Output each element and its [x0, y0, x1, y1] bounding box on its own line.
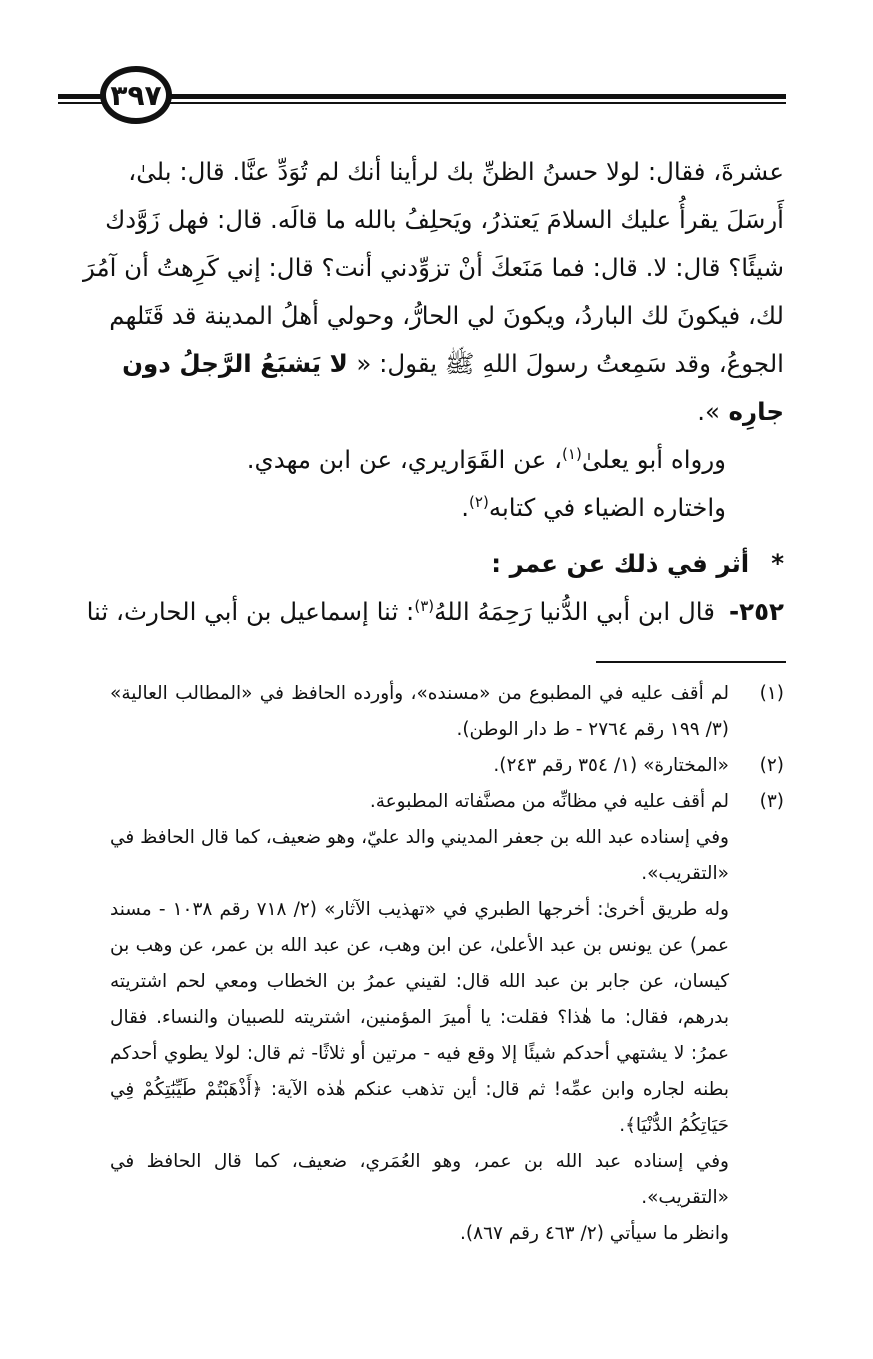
abu-yala-line [62, 436, 784, 484]
footnote-ref-3[interactable]: (٣) [414, 596, 435, 615]
narration-number: ٢٥٢- [728, 597, 784, 626]
abu-yala-text-end: ، عن القَوَاريري، عن ابن مهدي. [246, 445, 563, 474]
page-header [58, 66, 786, 128]
last-line-start: الجوعُ، وقد سَمِعتُ رسولَ اللهِ ﷺ يقول: « [356, 349, 784, 378]
footnote-text: «المختارة» (١/ ٣٥٤ رقم ٢٤٣). [493, 755, 729, 776]
footnote-ref-2[interactable]: (٢) [469, 492, 489, 511]
footnotes [110, 676, 784, 1252]
footnote-ref-1[interactable]: (١) [562, 444, 582, 463]
last-line-end: ». [697, 397, 721, 426]
footnote-mark: (٣) [759, 791, 784, 812]
footnote-2 [110, 748, 784, 784]
footnote-text: لم أقف عليه في مظانِّه من مصنَّفاته المطبوعة. [369, 791, 729, 812]
footnote-continuation: وانظر ما سيأتي (٢/ ٤٦٣ رقم ٨٦٧). [460, 1223, 729, 1244]
narration-text: قال ابن أبي الدُّنيا رَحِمَهُ اللهُ [434, 597, 715, 626]
paragraph-line: لك، فيكونَ لك الباردُ، ويكونَ لي الحارُّ، وحولي أهلُ المدينة قد قَتَلهم [109, 301, 784, 330]
footnote-continuation: وله طريق أخرىٰ: أخرجها الطبري في «تهذيب الآثار» (٢/ ٧١٨ رقم ١٠٣٨ - مسند عمر) عن يونس بن عبد الأعلىٰ، عن ابن وهب، عن عبد الله بن عمر، عن وهب بن كيسان، عن جابر بن عبد الله قال: لقيني عمرُ بن الخطاب ومعي لحم اشتريته بدرهم، فقال: ما هٰذا؟ فقلت: يا أميرَ المؤمنين، اشتريته للصبيان والنساء. فقال عمرُ: لا يشتهي أحدكم شيئًا إلا وقع فيه - مرتين أو ثلاثًا- ثم قال: لولا يطوي أحدكم بطنه لجاره وابن عمِّه! ثم قال: أين تذهب عنكم هٰذه الآية: ﴿أَذْهَبْتُمْ طَيِّبَٰتِكُمْ فِي حَيَاتِكُمُ الدُّنْيَا﴾. [110, 899, 729, 1136]
footnote-mark: (٢) [759, 755, 784, 776]
paragraph-line: عشرةَ، فقال: لولا حسنُ الظنِّ بك لرأينا أنك لم تُوَدِّ عنَّا. قال: بلىٰ، [128, 157, 784, 186]
paragraph-line: أَرسَلَ يقرأُ عليك السلامَ يَعتذرُ، ويَحلِفُ بالله ما قالَه. قال: فهل زَوَّدك [105, 205, 784, 234]
star-icon: * [771, 549, 784, 578]
footnote-3 [110, 784, 784, 820]
diya-line [62, 484, 784, 532]
abu-yala-text: ورواه أبو يعلىٰ [581, 445, 726, 474]
diya-text-end: . [461, 493, 470, 522]
narration-line [62, 588, 784, 636]
footnote-continuation: وفي إسناده عبد الله بن جعفر المديني والد عليّ، وهو ضعيف، كما قال الحافظ في «التقريب». [110, 827, 729, 884]
diya-text: واختاره الضياء في كتابه [488, 493, 726, 522]
main-text [62, 148, 784, 636]
section-heading [62, 540, 784, 588]
footnote-mark: (١) [759, 683, 784, 704]
section-heading-text: أثر في ذلك عن عمر : [491, 549, 750, 578]
footnote-divider [596, 661, 786, 663]
narration-text-end: : ثنا إسماعيل بن أبي الحارث، ثنا [86, 597, 415, 626]
paragraph-last-line [62, 340, 784, 436]
footnote-1 [110, 676, 784, 748]
footnote-continuation: وفي إسناده عبد الله بن عمر، وهو العُمَري، ضعيف، كما قال الحافظ في «التقريب». [110, 1151, 729, 1208]
page-number: ٣٩٧ [110, 78, 162, 112]
paragraph-line: شيئًا؟ قال: لا. قال: فما مَنَعكَ أنْ تزوِّدني أنت؟ قال: إني كَرِهتُ أن آمُرَ [82, 253, 784, 282]
page-number-badge [100, 66, 172, 124]
hadith-quote: لا يَشبَعُ الرَّجلُ دون جارِه [122, 349, 784, 426]
footnote-text: لم أقف عليه في المطبوع من «مسنده»، وأورده الحافظ في «المطالب العالية» (٣/ ١٩٩ رقم ٢٧٦٤ - ط دار الوطن). [110, 683, 729, 740]
